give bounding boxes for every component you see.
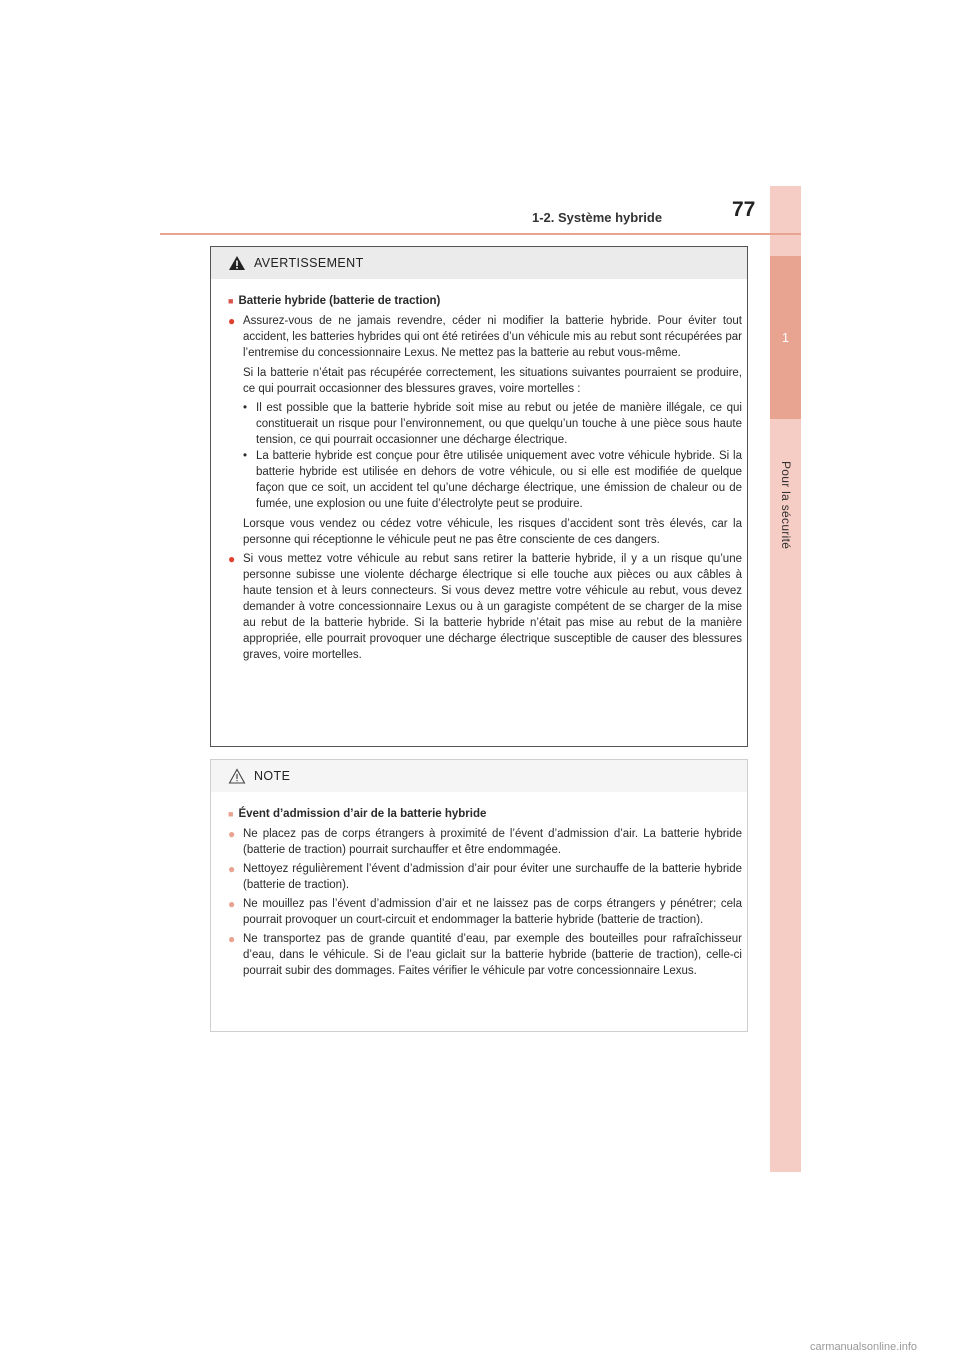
warning-item: ● Si vous mettez votre véhicule au rebut sans retirer la batterie hybride, il y a un risque qu’une personne subisse une violente décharge électrique si elle touche aux pièces ou aux câbles à haute tension et à leurs connecteurs. Si vous devez mettre votre véhicule au rebut, vous devez demander à votre concessionnaire Lexus ou à un garagiste compétent de se charger de la mise au rebut de la batterie hybride. Si la batterie hybride n’était pas mise au rebut de la manière appropriée, elle pourrait provoquer une décharge électrique susceptible de causer des blessures graves, voire mortelles.: [228, 552, 742, 661]
dot-bullet-icon: ●: [228, 314, 236, 328]
note-section-title: ■ Évent d’admission d’air de la batterie hybride: [228, 808, 487, 820]
note-box: [210, 759, 748, 1032]
warning-paragraph: Lorsque vous vendez ou cédez votre véhicule, les risques d’accident sont très élevés, car la personne qui réceptionne le véhicule peut ne pas être consciente de ces dangers.: [243, 518, 742, 546]
section-title: 1-2. Système hybride: [532, 210, 663, 225]
warning-item: ● Assurez-vous de ne jamais revendre, céder ni modifier la batterie hybride. Pour éviter tout accident, les batteries hybrides qui ont été retirées d’un véhicule mis au rebut sont récupérées par l’entremise du concessionnaire Lexus. Ne mettez pas la batterie au rebut vous-même.: [228, 314, 742, 359]
warning-subitem: • La batterie hybride est conçue pour être utilisée uniquement avec votre véhicule hybride. Si la batterie hybride est utilisée en dehors de votre véhicule, ou si elle est modifiée de quelque façon que ce soit, un accident tel qu’une décharge électrique, une émission de chaleur ou de fumée, une explosion ou une fuite d’électrolyte peut se produire.: [243, 450, 742, 510]
warning-header: [211, 247, 747, 279]
warning-subitem: • Il est possible que la batterie hybride soit mise au rebut ou jetée de manière illégale, ce qui constituerait un risque pour l’environnement, ou que quelqu’un touche à une pièce sous haute tension, ce qui pourrait occasionner une décharge électrique.: [243, 402, 742, 446]
warning-section-title: ■ Batterie hybride (batterie de traction): [228, 295, 441, 307]
chapter-label: Pour la sécurité: [779, 460, 793, 550]
square-bullet-icon: ■: [228, 809, 234, 819]
note-item: ● Ne placez pas de corps étrangers à proximité de l’évent d’admission d’air. La batterie hybride (batterie de traction) pourrait surchauffer et être endommagée.: [228, 827, 742, 856]
chapter-number-tab: 1: [770, 256, 801, 419]
dot-bullet-icon: ●: [228, 932, 236, 946]
note-item: ● Ne transportez pas de grande quantité d’eau, par exemple des bouteilles pour rafraîchisseur d’eau, dans le véhicule. Si de l’eau giclait sur la batterie hybride (batterie de traction), celle-ci pourrait subir des dommages. Faites vérifier le véhicule par votre concessionnaire Lexus.: [228, 932, 742, 977]
warning-paragraph: Si la batterie n’était pas récupérée correctement, les situations suivantes pourraient se produire, ce qui pourrait occasionner des blessures graves, voire mortelles :: [243, 367, 742, 395]
dot-bullet-icon: ●: [228, 827, 236, 841]
warning-heading: AVERTISSEMENT: [254, 256, 364, 270]
dot-bullet-icon: ●: [228, 897, 236, 911]
note-header: [211, 760, 747, 792]
warning-box: [210, 246, 748, 747]
dot-bullet-icon: ●: [228, 552, 236, 566]
header-rule: [160, 233, 801, 235]
small-bullet-icon: •: [243, 450, 248, 462]
dot-bullet-icon: ●: [228, 862, 236, 876]
page-number: 77: [732, 198, 756, 221]
watermark: carmanualsonline.info: [810, 1341, 918, 1353]
note-heading: NOTE: [254, 769, 291, 783]
note-item: ● Ne mouillez pas l’évent d’admission d’air et ne laissez pas de corps étrangers y pénétrer; cela pourrait provoquer un court-circuit et endommager la batterie hybride (batterie de traction).: [228, 897, 742, 926]
note-item: ● Nettoyez régulièrement l’évent d’admission d’air pour éviter une surchauffe de la batterie hybride (batterie de traction).: [228, 862, 742, 891]
warning-triangle-icon: [228, 255, 246, 271]
small-bullet-icon: •: [243, 402, 248, 414]
square-bullet-icon: ■: [228, 296, 234, 306]
caution-triangle-icon: [228, 768, 246, 784]
